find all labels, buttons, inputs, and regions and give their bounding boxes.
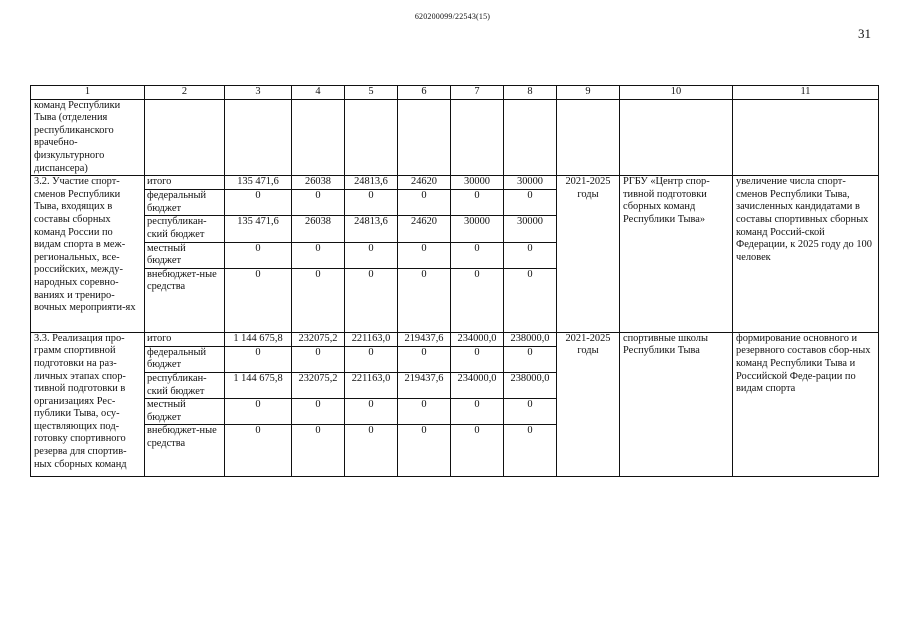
value-cell: 0 [292, 242, 345, 268]
result-cell: увеличение числа спорт-сменов Республики Тыва, зачисленных кандидатами в составы спортивных сборных команд Россий-ской Федерации, к 2025 году до 100 человек [733, 176, 879, 333]
value-cell: 0 [345, 346, 398, 372]
value-cell: 219437,6 [398, 372, 451, 398]
value-cell: 0 [225, 399, 292, 425]
header-cell: 8 [504, 86, 557, 100]
empty-cell [345, 99, 398, 176]
result-cell: формирование основного и резервного составов сбор-ных команд Республики Тыва и Российской Феде-рации по видам спорта [733, 332, 879, 477]
value-cell: 26038 [292, 176, 345, 190]
value-cell: 0 [451, 346, 504, 372]
header-cell: 10 [620, 86, 733, 100]
value-cell: 0 [504, 268, 557, 332]
header-cell: 11 [733, 86, 879, 100]
value-cell: 0 [292, 425, 345, 477]
value-cell: 0 [504, 190, 557, 216]
empty-cell [557, 99, 620, 176]
value-cell: 0 [398, 190, 451, 216]
empty-cell [451, 99, 504, 176]
value-cell: 0 [504, 425, 557, 477]
header-cell: 3 [225, 86, 292, 100]
period-cell: 2021-2025 годы [557, 332, 620, 477]
value-cell: 0 [345, 190, 398, 216]
value-cell: 234000,0 [451, 332, 504, 346]
funding-source: внебюджет-ные средства [145, 425, 225, 477]
value-cell: 30000 [504, 216, 557, 242]
header-cell: 7 [451, 86, 504, 100]
value-cell: 24813,6 [345, 176, 398, 190]
value-cell: 0 [398, 425, 451, 477]
header-cell: 6 [398, 86, 451, 100]
empty-cell [398, 99, 451, 176]
value-cell: 30000 [451, 176, 504, 190]
funding-source: республикан-ский бюджет [145, 216, 225, 242]
value-cell: 221163,0 [345, 372, 398, 398]
header-cell: 4 [292, 86, 345, 100]
value-cell: 0 [292, 268, 345, 332]
value-cell: 24620 [398, 176, 451, 190]
value-cell: 0 [451, 190, 504, 216]
value-cell: 0 [504, 346, 557, 372]
value-cell: 26038 [292, 216, 345, 242]
value-cell: 0 [225, 242, 292, 268]
funding-source: итого [145, 332, 225, 346]
value-cell: 0 [225, 346, 292, 372]
value-cell: 0 [398, 399, 451, 425]
value-cell: 135 471,6 [225, 216, 292, 242]
empty-cell [292, 99, 345, 176]
value-cell: 0 [345, 425, 398, 477]
value-cell: 238000,0 [504, 372, 557, 398]
value-cell: 0 [398, 242, 451, 268]
value-cell: 0 [451, 268, 504, 332]
budget-table [30, 85, 879, 477]
value-cell: 0 [292, 346, 345, 372]
value-cell: 0 [451, 399, 504, 425]
funding-source: федеральный бюджет [145, 190, 225, 216]
empty-cell [733, 99, 879, 176]
header-cell: 9 [557, 86, 620, 100]
value-cell: 0 [504, 399, 557, 425]
header-cell: 1 [31, 86, 145, 100]
empty-cell [620, 99, 733, 176]
value-cell: 221163,0 [345, 332, 398, 346]
header-cell: 2 [145, 86, 225, 100]
empty-cell [225, 99, 292, 176]
funding-source: республикан-ский бюджет [145, 372, 225, 398]
funding-source: федеральный бюджет [145, 346, 225, 372]
value-cell: 238000,0 [504, 332, 557, 346]
executor-cell: РГБУ «Центр спор-тивной подготовки сборных команд Республики Тыва» [620, 176, 733, 333]
value-cell: 0 [398, 346, 451, 372]
value-cell: 0 [504, 242, 557, 268]
value-cell: 219437,6 [398, 332, 451, 346]
value-cell: 0 [451, 425, 504, 477]
funding-source: местный бюджет [145, 399, 225, 425]
value-cell: 0 [398, 268, 451, 332]
continuation-text: команд Республики Тыва (отделения республиканского врачебно-физкультурного диспансера) [31, 99, 145, 176]
value-cell: 0 [225, 190, 292, 216]
activity-description: 3.3. Реализация про-грамм спортивной подготовки на раз-личных этапах спор-тивной подготовки в организациях Рес-публики Тыва, осу-ществляющих под-готовку спортивного резерва для спортив-ных сборных команд [31, 332, 145, 477]
table-row [31, 332, 879, 346]
value-cell: 234000,0 [451, 372, 504, 398]
document-id: 620200099/22543(15) [414, 12, 491, 21]
period-cell: 2021-2025 годы [557, 176, 620, 333]
value-cell: 0 [345, 399, 398, 425]
value-cell: 0 [225, 425, 292, 477]
funding-source: местный бюджет [145, 242, 225, 268]
header-row [31, 86, 879, 100]
value-cell: 135 471,6 [225, 176, 292, 190]
value-cell: 0 [345, 268, 398, 332]
value-cell: 30000 [504, 176, 557, 190]
page-number: 31 [858, 26, 871, 41]
value-cell: 232075,2 [292, 332, 345, 346]
continuation-row [31, 99, 879, 176]
activity-description: 3.2. Участие спорт-сменов Республики Тыва, входящих в составы сборных команд России по видам спорта в меж-региональных, все-российских, между-народных соревно-ваниях и трениро-вочных мероприяти-ях [31, 176, 145, 333]
header-cell: 5 [345, 86, 398, 100]
table-row [31, 176, 879, 190]
empty-cell [145, 99, 225, 176]
value-cell: 30000 [451, 216, 504, 242]
value-cell: 232075,2 [292, 372, 345, 398]
funding-source: внебюджет-ные средства [145, 268, 225, 332]
value-cell: 0 [345, 242, 398, 268]
funding-source: итого [145, 176, 225, 190]
value-cell: 0 [225, 268, 292, 332]
executor-cell: спортивные школы Республики Тыва [620, 332, 733, 477]
value-cell: 1 144 675,8 [225, 332, 292, 346]
value-cell: 0 [451, 242, 504, 268]
value-cell: 1 144 675,8 [225, 372, 292, 398]
value-cell: 24813,6 [345, 216, 398, 242]
empty-cell [504, 99, 557, 176]
value-cell: 0 [292, 190, 345, 216]
value-cell: 0 [292, 399, 345, 425]
value-cell: 24620 [398, 216, 451, 242]
